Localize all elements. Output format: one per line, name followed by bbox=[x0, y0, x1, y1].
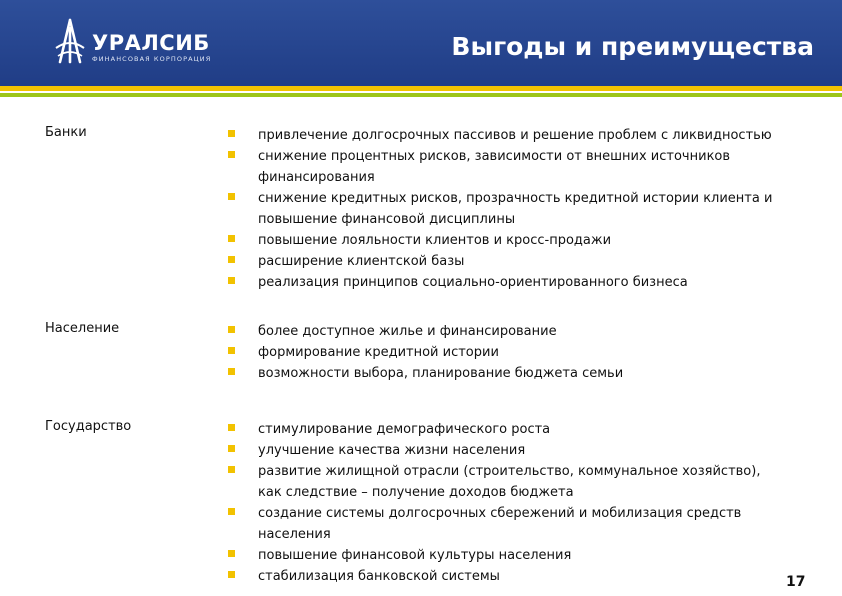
bullet-text: реализация принципов социально-ориентированного бизнеса bbox=[258, 275, 688, 290]
list-item bbox=[228, 250, 788, 271]
list-item bbox=[228, 187, 788, 229]
page-number: 17 bbox=[786, 574, 806, 590]
logo-name: УРАЛСИБ bbox=[92, 31, 210, 55]
list-item bbox=[228, 341, 788, 362]
list-item bbox=[228, 271, 788, 292]
list-item bbox=[228, 362, 788, 383]
bullet-text: формирование кредитной истории bbox=[258, 345, 499, 360]
list-item bbox=[228, 229, 788, 250]
bullet-text: снижение процентных рисков, зависимости от внешних источников финансирования bbox=[258, 149, 731, 185]
section-label: Государство bbox=[45, 419, 132, 434]
list-item bbox=[228, 145, 788, 187]
section-label: Население bbox=[45, 321, 120, 336]
bullet-text: более доступное жилье и финансирование bbox=[258, 324, 557, 339]
bullet-list bbox=[228, 418, 788, 586]
bullet-text: стимулирование демографического роста bbox=[258, 422, 551, 437]
section-label: Банки bbox=[45, 125, 87, 140]
header-bar bbox=[0, 0, 842, 86]
bullet-text: стабилизация банковской системы bbox=[258, 569, 500, 584]
list-item bbox=[228, 460, 788, 502]
bullet-text: привлечение долгосрочных пассивов и решение проблем с ликвидностью bbox=[258, 128, 772, 143]
bullet-text: улучшение качества жизни населения bbox=[258, 443, 526, 458]
bullet-list bbox=[228, 320, 788, 383]
list-item bbox=[228, 124, 788, 145]
logo-subtitle: ФИНАНСОВАЯ КОРПОРАЦИЯ bbox=[92, 55, 212, 63]
bullet-text: создание системы долгосрочных сбережений и мобилизация средств населения bbox=[258, 506, 742, 542]
list-item bbox=[228, 502, 788, 544]
company-logo bbox=[52, 18, 252, 68]
list-item bbox=[228, 544, 788, 565]
slide-title: Выгоды и преимущества bbox=[451, 32, 814, 61]
list-item bbox=[228, 565, 788, 586]
bullet-text: снижение кредитных рисков, прозрачность кредитной истории клиента и повышение финансовой дисциплины bbox=[258, 191, 773, 227]
green-stripe bbox=[0, 93, 842, 97]
logo-emblem-icon bbox=[52, 18, 88, 66]
bullet-text: повышение финансовой культуры населения bbox=[258, 548, 572, 563]
list-item bbox=[228, 439, 788, 460]
bullet-text: возможности выбора, планирование бюджета семьи bbox=[258, 366, 624, 381]
list-item bbox=[228, 418, 788, 439]
bullet-text: развитие жилищной отрасли (строительство, коммунальное хозяйство), как следствие – получение доходов бюджета bbox=[258, 464, 761, 500]
bullet-list bbox=[228, 124, 788, 292]
bullet-text: расширение клиентской базы bbox=[258, 254, 465, 269]
list-item bbox=[228, 320, 788, 341]
bullet-text: повышение лояльности клиентов и кросс-продажи bbox=[258, 233, 612, 248]
